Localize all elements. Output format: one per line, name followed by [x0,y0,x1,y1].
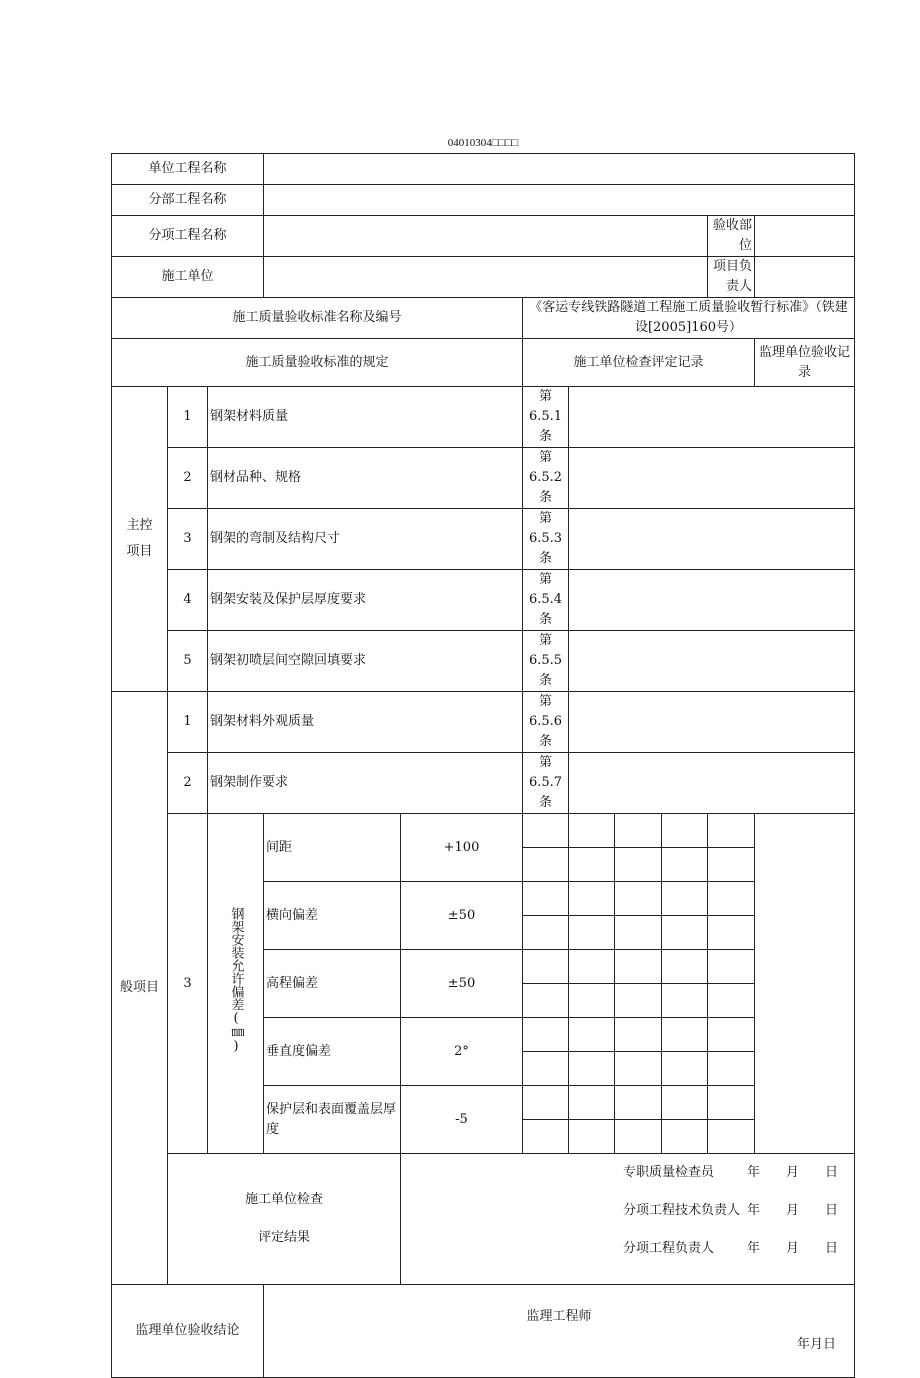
measure-cell[interactable] [569,1018,615,1052]
signer-2-date[interactable] [747,1201,838,1221]
unit-project-value[interactable] [264,154,855,185]
measure-cell[interactable] [708,882,755,916]
measure-cell[interactable] [615,950,662,984]
deviation-3-name: 高程偏差 [264,950,401,1018]
main-item-2-name: 钢材品种、规格 [208,448,523,509]
main-item-3-record[interactable] [569,509,855,570]
deviation-5-name: 保护层和表面覆盖层厚度 [264,1086,401,1154]
main-item-4-name: 钢架安装及保护层厚度要求 [208,570,523,631]
signer-3-label: 分项工程负责人 [623,1241,715,1256]
measure-cell[interactable] [523,984,569,1018]
contractor-result-label-1: 施工单位检查 [244,1192,323,1207]
acceptance-part-value[interactable] [755,216,855,257]
measure-cell[interactable] [708,1052,755,1086]
measure-cell[interactable] [615,1018,662,1052]
general-item-2-record[interactable] [569,753,855,814]
main-item-3-no: 3 [168,509,208,570]
subitem-value[interactable] [264,216,708,257]
measure-cell[interactable] [523,1018,569,1052]
measure-cell[interactable] [615,916,662,950]
deviation-1-name: 间距 [264,814,401,882]
form-code: 04010304□□□□ [447,137,519,149]
measure-cell[interactable] [708,950,755,984]
main-item-5-clause: 第6.5.5条 [523,631,569,692]
month-label: 月 [785,1203,799,1218]
measure-cell[interactable] [569,1086,615,1120]
measure-cell[interactable] [615,848,662,882]
main-item-2-clause: 第6.5.2条 [523,448,569,509]
measure-cell[interactable] [662,1018,708,1052]
deviation-4-value: 2° [401,1018,523,1086]
measure-cell[interactable] [569,950,615,984]
measure-cell[interactable] [708,984,755,1018]
measure-cell[interactable] [615,882,662,916]
measure-cell[interactable] [523,1052,569,1086]
inspection-form [111,153,855,1378]
day-label: 日 [824,1241,838,1256]
main-control-label-text: 主控项目 [126,518,153,559]
acceptance-part-label: 验收部位 [708,216,755,257]
measure-cell[interactable] [708,848,755,882]
year-label: 年 [746,1165,760,1180]
main-item-2-record[interactable] [569,448,855,509]
measure-cell[interactable] [662,916,708,950]
deviation-2-value: ±50 [401,882,523,950]
deviation-4-name: 垂直度偏差 [264,1018,401,1086]
supervisor-record-header: 监理单位验收记录 [755,339,855,387]
supervisor-result-area[interactable] [264,1285,855,1378]
supervisor-date-label: 年月日 [796,1337,836,1352]
main-item-5-record[interactable] [569,631,855,692]
measure-cell[interactable] [708,814,755,848]
contractor-result-label-2: 评定结果 [257,1230,310,1245]
general-label: 般项目 [112,692,168,1285]
general-item-1-clause: 第6.5.6条 [523,692,569,753]
main-item-2-no: 2 [168,448,208,509]
signer-3-date[interactable] [747,1239,838,1259]
measure-cell[interactable] [662,1052,708,1086]
unit-project-label: 单位工程名称 [112,154,264,185]
spec-column-header: 施工质量验收标准的规定 [112,339,523,387]
measure-cell[interactable] [569,1120,615,1154]
month-label: 月 [785,1165,799,1180]
main-item-4-no: 4 [168,570,208,631]
deviation-label-cell [208,814,264,1154]
measure-cell[interactable] [569,882,615,916]
signer-1-label: 专职质量检查员 [623,1165,715,1180]
deviation-1-value: +100 [401,814,523,882]
month-label: 月 [785,1241,799,1256]
measure-cell[interactable] [662,882,708,916]
contractor-value[interactable] [264,257,708,298]
measure-cell[interactable] [569,984,615,1018]
main-item-5-name: 钢架初喷层间空隙回填要求 [208,631,523,692]
measure-cell[interactable] [708,1018,755,1052]
main-item-3-clause: 第6.5.3条 [523,509,569,570]
measure-cell[interactable] [615,1052,662,1086]
measure-cell[interactable] [615,984,662,1018]
main-item-1-name: 钢架材料质量 [208,387,523,448]
main-item-4-clause: 第6.5.4条 [523,570,569,631]
division-value[interactable] [264,185,855,216]
main-item-4-record[interactable] [569,570,855,631]
measure-cell[interactable] [523,916,569,950]
general-item-2-no: 2 [168,753,208,814]
general-item-2-name: 钢架制作要求 [208,753,523,814]
measure-cell[interactable] [523,1120,569,1154]
subitem-label: 分项工程名称 [112,216,264,257]
supervisor-result-label: 监理单位验收结论 [112,1285,264,1378]
contractor-label: 施工单位 [112,257,264,298]
deviation-3-value: ±50 [401,950,523,1018]
main-item-1-no: 1 [168,387,208,448]
signer-2-label: 分项工程技术负责人 [623,1203,741,1218]
deviation-2-name: 横向偏差 [264,882,401,950]
main-item-5-no: 5 [168,631,208,692]
measure-cell[interactable] [662,950,708,984]
signer-1-date[interactable] [747,1163,838,1183]
main-item-1-clause: 第6.5.1条 [523,387,569,448]
measure-cell[interactable] [662,848,708,882]
contractor-result-label [168,1154,401,1285]
general-item-1-record[interactable] [569,692,855,753]
measure-cell[interactable] [569,814,615,848]
measure-cell[interactable] [523,848,569,882]
deviation-5-value: -5 [401,1086,523,1154]
measure-cell[interactable] [523,882,569,916]
signer-row-3 [403,1230,852,1268]
project-manager-label: 项目负责人 [708,257,755,298]
year-label: 年 [746,1241,760,1256]
measure-cell[interactable] [569,1052,615,1086]
general-item-2-clause: 第6.5.7条 [523,753,569,814]
deviation-no: 3 [168,814,208,1154]
measure-cell[interactable] [708,1120,755,1154]
measure-cell[interactable] [523,950,569,984]
year-label: 年 [746,1203,760,1218]
signer-row-1 [403,1154,852,1192]
contractor-result-area [401,1154,855,1285]
measure-cell[interactable] [615,1086,662,1120]
measure-cell[interactable] [523,814,569,848]
measure-cell[interactable] [708,1086,755,1120]
division-label: 分部工程名称 [112,185,264,216]
contractor-record-header: 施工单位检查评定记录 [523,339,755,387]
measure-cell[interactable] [662,1120,708,1154]
deviation-label: 钢架安装允许偏差(㎜) [228,906,244,1054]
standard-value: 《客运专线铁路隧道工程施工质量验收暂行标准》（铁建设[2005]160号） [523,298,855,339]
day-label: 日 [824,1165,838,1180]
measure-cell[interactable] [615,1120,662,1154]
main-item-3-name: 钢架的弯制及结构尺寸 [208,509,523,570]
measure-cell[interactable] [708,916,755,950]
measure-cell[interactable] [569,916,615,950]
measure-cell[interactable] [662,984,708,1018]
measure-cell[interactable] [615,814,662,848]
main-item-1-record[interactable] [569,387,855,448]
measure-cell[interactable] [569,848,615,882]
measure-cell[interactable] [662,1086,708,1120]
measure-cell[interactable] [662,814,708,848]
project-manager-value[interactable] [755,257,855,298]
day-label: 日 [824,1203,838,1218]
main-control-label [112,387,168,692]
general-item-1-name: 钢架材料外观质量 [208,692,523,753]
supervisor-engineer-label: 监理工程师 [526,1309,592,1324]
general-item-1-no: 1 [168,692,208,753]
signer-row-2 [403,1192,852,1230]
standard-label: 施工质量验收标准名称及编号 [112,298,523,339]
measure-cell[interactable] [523,1086,569,1120]
